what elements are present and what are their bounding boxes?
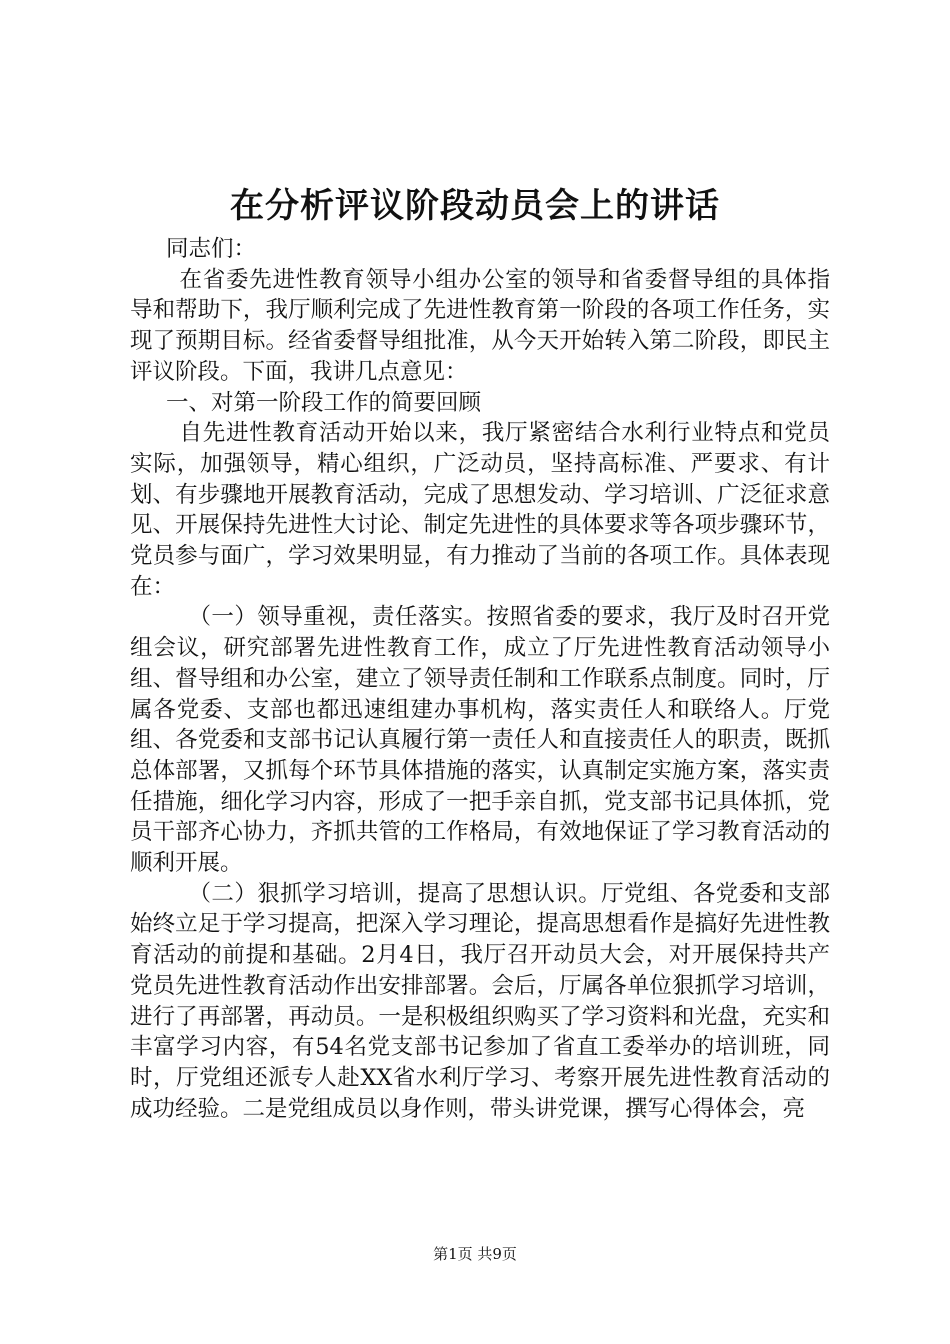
paragraph-review: 自先进性教育活动开始以来，我厅紧密结合水利行业特点和党员实际，加强领导，精心组织，广泛动员，坚持高标准、严要求、有计划、有步骤地开展教育活动，完成了思想发动、学习培训、广泛征求意见、开展保持先进性大讨论、制定先进性的具体要求等各项步骤环节，党员参与面广，学习效果明显，有力推动了当前的各项工作。具体表现在： bbox=[130, 420, 830, 600]
paragraph-item-1: （一）领导重视，责任落实。按照省委的要求，我厅及时召开党组会议，研究部署先进性教育工作，成立了厅先进性教育活动领导小组、督导组和办公室，建立了领导责任制和工作联系点制度。同时，厅属各党委、支部也都迅速组建办事机构，落实责任人和联络人。厅党组、各党委和支部书记认真履行第一责任人和直接责任人的职责，既抓总体部署，又抓每个环节具体措施的落实，认真制定实施方案，落实责任措施，细化学习内容，形成了一把手亲自抓，党支部书记具体抓，党员干部齐心协力，齐抓共管的工作格局，有效地保证了学习教育活动的顺利开展。 bbox=[130, 604, 830, 877]
paragraph-item-2: （二）狠抓学习培训，提高了思想认识。厅党组、各党委和支部始终立足于学习提高，把深入学习理论，提高思想看作是搞好先进性教育活动的前提和基础。2月4日，我厅召开动员大会，对开展保持共产党员先进性教育活动作出安排部署。会后，厅属各单位狠抓学习培训，进行了再部署，再动员。一是积极组织购买了学习资料和光盘，充实和丰富学习内容，有54名党支部书记参加了省直工委举办的培训班，同时，厅党组还派专人赴XX省水利厅学习、考察开展先进性教育活动的成功经验。二是党组成员以身作则，带头讲党课，撰写心得体会，亮 bbox=[130, 880, 830, 1122]
salutation: 同志们： bbox=[166, 236, 257, 262]
page-footer: 第1页 共9页 bbox=[433, 1245, 517, 1263]
document-title: 在分析评议阶段动员会上的讲话 bbox=[230, 186, 720, 226]
document-body bbox=[130, 234, 830, 1124]
paragraph-intro: 在省委先进性教育领导小组办公室的领导和省委督导组的具体指导和帮助下，我厅顺利完成了先进性教育第一阶段的各项工作任务，实现了预期目标。经省委督导组批准，从今天开始转入第二阶段，即民主评议阶段。下面，我讲几点意见： bbox=[130, 266, 830, 385]
section-heading-1: 一、对第一阶段工作的简要回顾 bbox=[166, 389, 482, 416]
